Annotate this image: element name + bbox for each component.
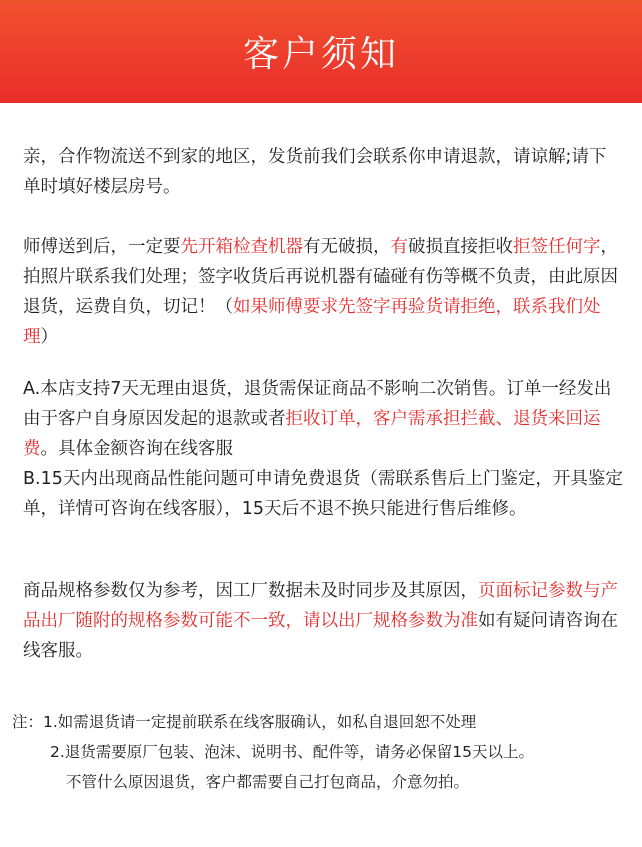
inspection-text-1: 师傅送到后，一定要 (23, 237, 181, 257)
spec-notice-text-1: 商品规格参数仅为参考，因工厂数据未及时同步及其原因， (23, 581, 478, 601)
notes-section (12, 707, 637, 797)
inspection-text-2: 有无破损， (303, 237, 391, 257)
note-line-3: 不管什么原因退货，客户都需要自己打包商品，介意勿拍。 (66, 773, 470, 791)
header-banner (0, 0, 642, 103)
spec-notice-highlight: 页面标记参数与产品出厂随附的规格参数可能不一致，请以出厂规格参数为准 (23, 581, 618, 631)
return-policy-a-highlight: 拒收订单，客户需承担拦截、退货来回运费 (23, 409, 601, 459)
return-policy-b: B.15天内出现商品性能问题可申请免费退货（需联系售后上门鉴定，开具鉴定单，详情可咨询在线客服），15天后不退不换只能进行售后维修。 (23, 469, 623, 519)
return-policy-a-text: A.本店支持7天无理由退货，退货需保证商品不影响二次销售。订单一经发出由于客户自身原因发起的退款或者 (23, 379, 612, 429)
inspection-highlight-3: 拒签任何字 (513, 237, 601, 257)
inspection-highlight-1: 先开箱检查机器 (180, 237, 303, 257)
inspection-highlight-4: 如果师傅要求先签字再验货请拒绝，联系我们处理 (23, 297, 601, 347)
return-policy-a-text-2: 。具体金额咨询在线客服 (40, 439, 233, 459)
return-policy-a (23, 374, 623, 464)
delivery-notice-text: 亲，合作物流送不到家的地区，发货前我们会联系你申请退款，请谅解;请下单时填好楼层房号。 (23, 147, 607, 197)
note-line-1: 注：1.如需退货请一定提前联系在线客服确认，如私自退回恕不处理 (12, 713, 477, 731)
page-title: 客户须知 (242, 34, 399, 75)
inspection-text-5: ） (40, 327, 58, 347)
inspection-text-3: 破损直接拒收 (408, 237, 513, 257)
spec-notice-text-2: 如有疑问请咨询在线客服。 (23, 611, 618, 661)
inspection-highlight-2: 有 (390, 237, 408, 257)
inspection-text-4: ，拍照片联系我们处理；签字收货后再说机器有磕碰有伤等概不负责，由此原因退货，运费自负，切记！（ (23, 237, 618, 317)
inspection-notice (23, 232, 623, 352)
spec-notice (23, 576, 623, 666)
note-line-2: 2.退货需要原厂包装、泡沫、说明书、配件等，请务必保留15天以上。 (50, 743, 535, 761)
return-policy (23, 374, 623, 524)
delivery-notice (23, 142, 623, 202)
